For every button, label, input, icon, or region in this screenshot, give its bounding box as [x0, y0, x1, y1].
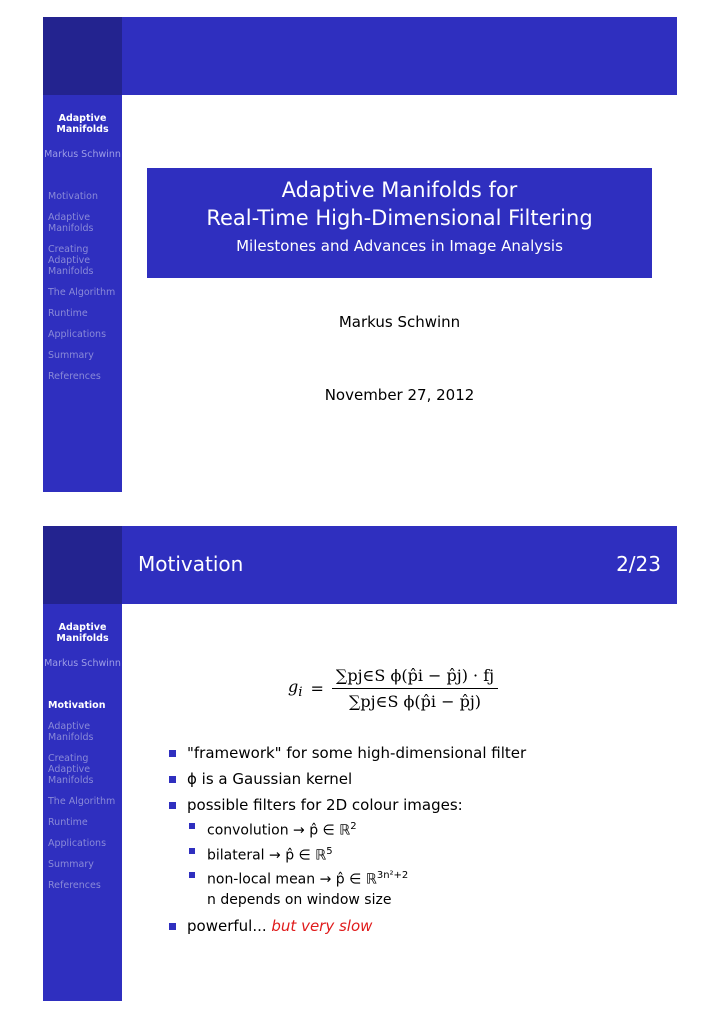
date: November 27, 2012 [324, 386, 475, 404]
filter-formula [288, 666, 498, 711]
emphasis-slow: but very slow [271, 916, 373, 935]
sidebar-corner [43, 17, 122, 95]
sidebar-nav [48, 700, 120, 901]
sidebar-item-runtime[interactable]: Runtime [48, 817, 88, 828]
sidebar-item-the-algorithm[interactable]: The Algorithm [48, 796, 116, 807]
sidebar-item-applications[interactable]: Applications [48, 329, 107, 340]
filter-sublist [187, 818, 667, 909]
bullet-gaussian-kernel: ϕ is a Gaussian kernel [167, 770, 667, 788]
title-slide [43, 17, 677, 492]
sidebar-item-motivation[interactable]: Motivation [48, 700, 106, 711]
bullet-possible-filters: possible filters for 2D colour images: convolution → p̂ ∈ ℝ$^2$ bilateral → p̂ ∈ ℝ$^5$ non-local mean → p̂ ∈ ℝ$^{3n^2+2}$ n depends on window size [167, 796, 667, 909]
sub-bullet-bilateral: bilateral → p̂ ∈ ℝ$^5$ [187, 843, 667, 865]
bullet-framework: "framework" for some high-dimensional filter [167, 744, 667, 762]
sidebar-corner [43, 526, 122, 604]
sidebar-item-summary[interactable]: Summary [48, 350, 94, 361]
formula-numerator: ∑pj∈S ϕ(p̂i − p̂j) · fj [332, 666, 498, 689]
bullet-list [167, 744, 667, 943]
sidebar-item-summary[interactable]: Summary [48, 859, 94, 870]
header-bar [122, 17, 677, 95]
sidebar-title[interactable]: Adaptive Manifolds [56, 113, 109, 135]
presentation-subtitle: Milestones and Advances in Image Analysis [236, 237, 563, 255]
sidebar-author[interactable]: Markus Schwinn [44, 658, 121, 669]
bullet-powerful: powerful... but very slow [167, 917, 667, 935]
sidebar-item-the-algorithm[interactable]: The Algorithm [48, 287, 116, 298]
formula-lhs: $g_i$ [288, 676, 303, 701]
sidebar-title[interactable]: Adaptive Manifolds [56, 622, 109, 644]
presentation-title-line-2: Real-Time High-Dimensional Filtering [206, 206, 593, 230]
sidebar-item-runtime[interactable]: Runtime [48, 308, 88, 319]
sidebar-item-adaptive-manifolds[interactable]: Adaptive Manifolds [48, 721, 94, 743]
sidebar [43, 17, 122, 492]
sub-bullet-note: n depends on window size [207, 891, 392, 908]
page-number: 2/23 [616, 552, 661, 576]
sidebar-item-creating-adaptive-manifolds[interactable]: Creating Adaptive Manifolds [48, 753, 94, 786]
sub-bullet-convolution: convolution → p̂ ∈ ℝ$^2$ [187, 818, 667, 840]
sidebar-item-applications[interactable]: Applications [48, 838, 107, 849]
sidebar-item-adaptive-manifolds[interactable]: Adaptive Manifolds [48, 212, 94, 234]
sidebar-nav [48, 191, 120, 392]
formula-denominator: ∑pj∈S ϕ(p̂i − p̂j) [348, 692, 482, 711]
sidebar-author[interactable]: Markus Schwinn [44, 149, 121, 160]
presentation-title-line-1: Adaptive Manifolds for [281, 178, 518, 202]
frame-title: Motivation [138, 552, 244, 576]
motivation-slide [43, 526, 677, 1001]
title-block [147, 168, 652, 278]
sidebar-item-references[interactable]: References [48, 371, 101, 382]
formula-equals: = [310, 679, 324, 698]
sidebar-item-motivation[interactable]: Motivation [48, 191, 99, 202]
sidebar [43, 526, 122, 1001]
author: Markus Schwinn [338, 313, 461, 331]
sidebar-item-creating-adaptive-manifolds[interactable]: Creating Adaptive Manifolds [48, 244, 94, 277]
sidebar-item-references[interactable]: References [48, 880, 101, 891]
sub-bullet-non-local-mean: non-local mean → p̂ ∈ ℝ$^{3n^2+2}$ [187, 867, 667, 889]
formula-fraction [332, 666, 498, 711]
